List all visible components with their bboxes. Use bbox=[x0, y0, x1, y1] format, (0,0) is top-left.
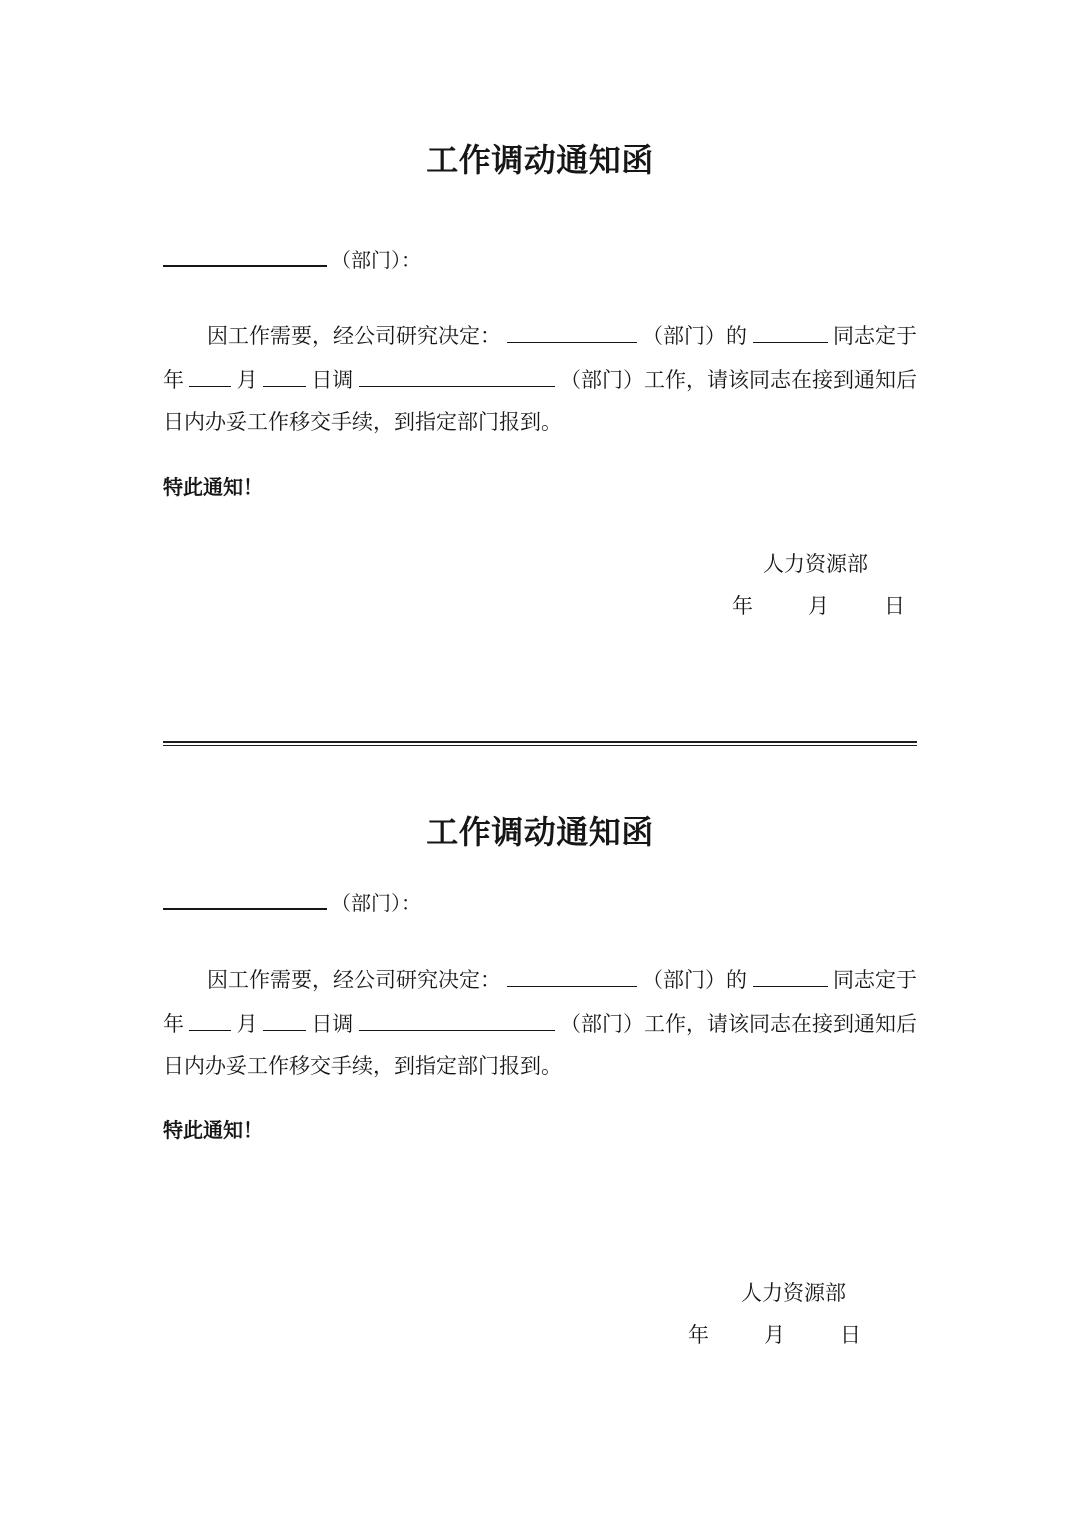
to-dept-label: （部门）工作，请该同志在接到通知后 bbox=[559, 368, 917, 392]
body-line-2 bbox=[163, 1009, 917, 1039]
signature-date bbox=[688, 1320, 861, 1350]
signature-date bbox=[732, 591, 905, 621]
from-dept-blank bbox=[507, 324, 637, 343]
closing-text: 特此通知！ bbox=[163, 475, 263, 499]
date-day-label: 日 bbox=[840, 1323, 861, 1347]
month-blank bbox=[189, 368, 231, 387]
from-dept-label: （部门）的 bbox=[642, 324, 747, 348]
date-month-label: 月 bbox=[764, 1323, 785, 1347]
notice-1 bbox=[0, 0, 1080, 720]
year-label: 年 bbox=[163, 1012, 184, 1036]
day-transfer-label: 日调 bbox=[311, 1012, 354, 1036]
body-line-2 bbox=[163, 365, 917, 395]
body-line-3 bbox=[163, 407, 917, 437]
double-divider bbox=[163, 741, 917, 746]
target-dept-blank bbox=[359, 1012, 555, 1031]
addressee-dept-blank bbox=[163, 890, 327, 910]
to-dept-label: （部门）工作，请该同志在接到通知后 bbox=[559, 1012, 917, 1036]
closing-remark bbox=[163, 472, 917, 502]
day-blank bbox=[263, 1012, 306, 1031]
year-label: 年 bbox=[163, 368, 184, 392]
employee-name-blank bbox=[753, 968, 828, 987]
notice-2 bbox=[0, 760, 1080, 1529]
closing-remark bbox=[163, 1115, 917, 1145]
from-dept-label: （部门）的 bbox=[642, 968, 747, 992]
target-dept-blank bbox=[359, 368, 555, 387]
body-intro: 因工作需要，经公司研究决定： bbox=[207, 968, 501, 992]
day-transfer-label: 日调 bbox=[311, 368, 354, 392]
addressee-label: （部门）： bbox=[331, 891, 421, 915]
notice-title: 工作调动通知函 bbox=[426, 141, 654, 179]
month-blank bbox=[189, 1012, 231, 1031]
signature-department: 人力资源部 bbox=[763, 552, 868, 576]
body-line-1 bbox=[163, 965, 917, 995]
date-day-label: 日 bbox=[884, 594, 905, 618]
body-line-1 bbox=[163, 321, 917, 351]
addressee-label: （部门）： bbox=[331, 248, 421, 272]
addressee-dept-blank bbox=[163, 247, 327, 267]
body-line-3 bbox=[163, 1051, 917, 1081]
addressee-line bbox=[163, 888, 917, 918]
month-label: 月 bbox=[236, 368, 258, 392]
date-year-label: 年 bbox=[688, 1323, 709, 1347]
day-blank bbox=[263, 368, 306, 387]
handover-text: 日内办妥工作移交手续，到指定部门报到。 bbox=[163, 1054, 562, 1078]
closing-text: 特此通知！ bbox=[163, 1118, 263, 1142]
employee-name-blank bbox=[753, 324, 828, 343]
body-intro: 因工作需要，经公司研究决定： bbox=[207, 324, 501, 348]
effective-label: 同志定于 bbox=[833, 968, 917, 992]
handover-text: 日内办妥工作移交手续，到指定部门报到。 bbox=[163, 410, 562, 434]
month-label: 月 bbox=[236, 1012, 258, 1036]
date-month-label: 月 bbox=[808, 594, 829, 618]
date-year-label: 年 bbox=[732, 594, 753, 618]
effective-label: 同志定于 bbox=[833, 324, 917, 348]
addressee-line bbox=[163, 245, 917, 275]
from-dept-blank bbox=[507, 968, 637, 987]
notice-title: 工作调动通知函 bbox=[426, 813, 654, 851]
signature-department: 人力资源部 bbox=[741, 1281, 846, 1305]
